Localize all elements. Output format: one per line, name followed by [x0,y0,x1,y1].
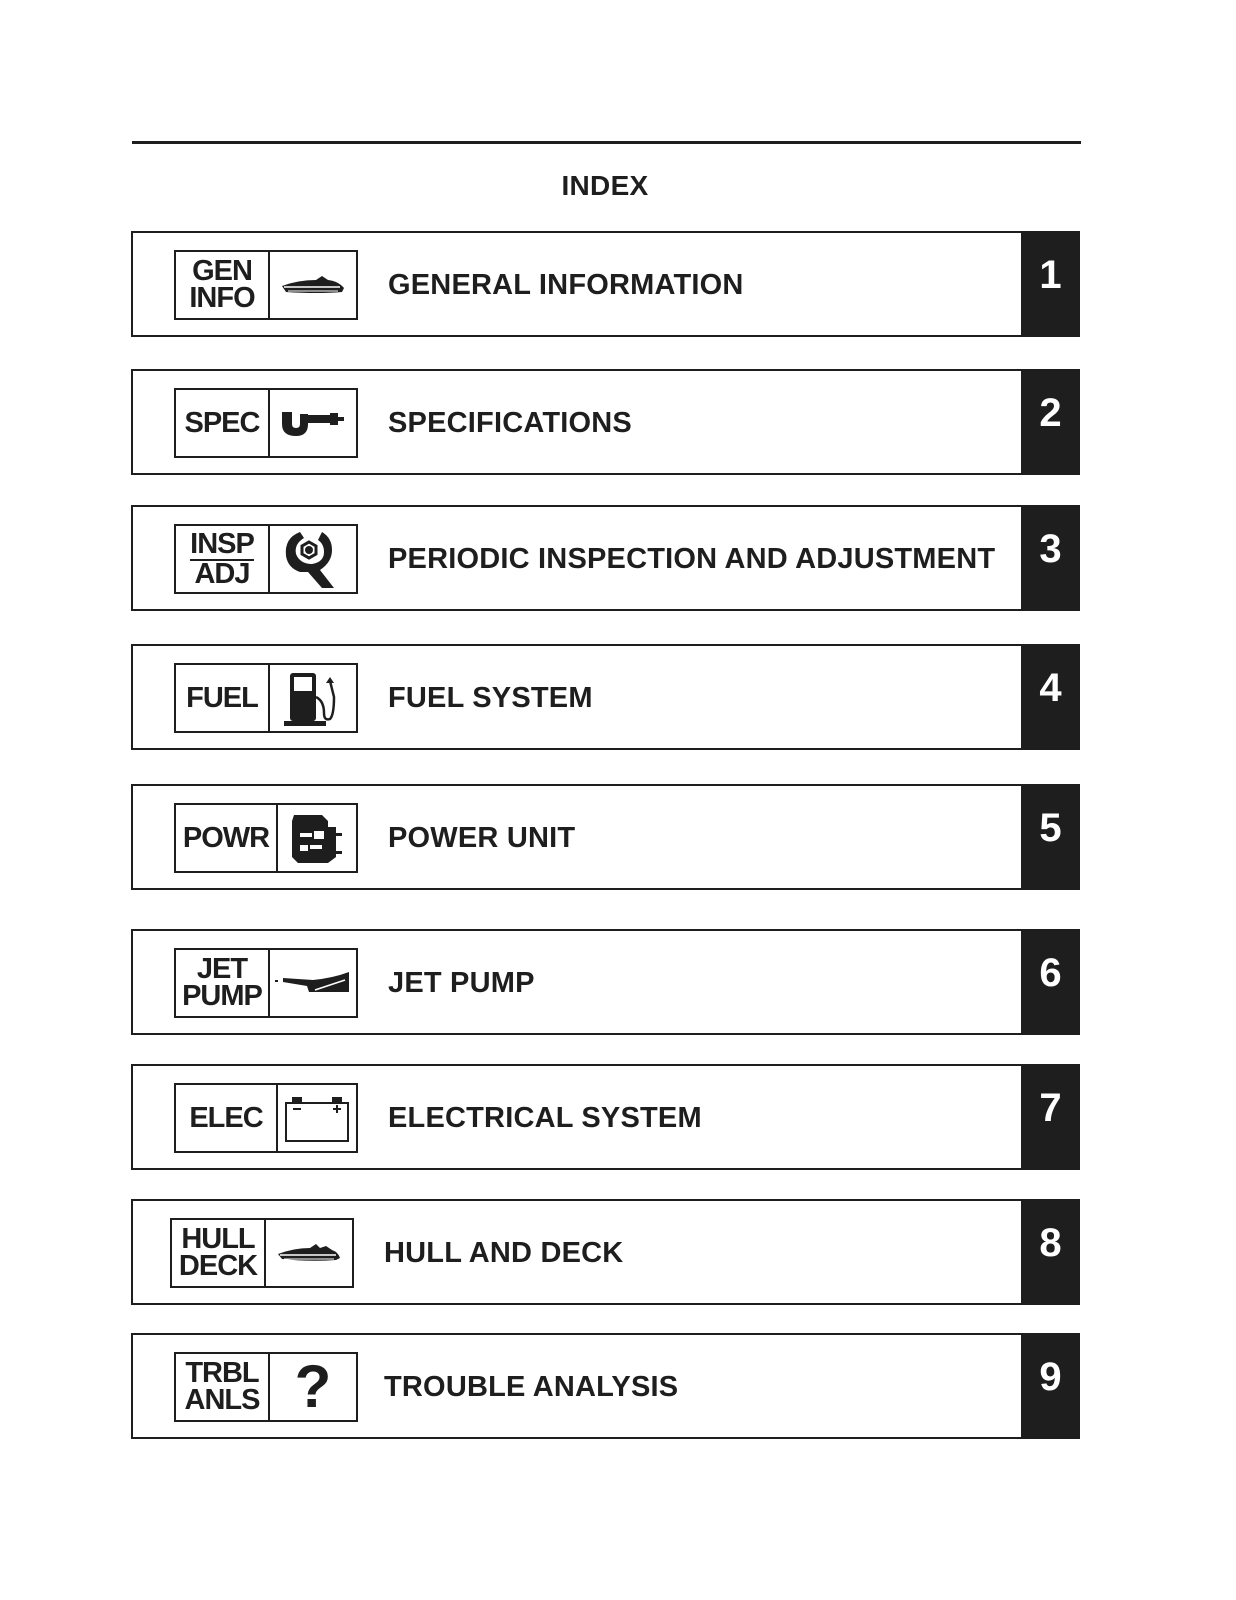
entry-label: JET PUMP [388,967,535,999]
question-mark-icon [270,1354,356,1420]
abbr-line-2: ADJ [194,557,250,590]
section-number-tab: 5 [1021,784,1080,890]
section-badge [174,388,358,458]
entry-label: GENERAL INFORMATION [388,269,744,301]
boat-hull-icon [266,1220,352,1286]
jet-pump-icon [270,950,356,1016]
abbr-line-2: PUMP [182,980,262,1012]
index-entry-fuel-system[interactable] [131,644,1080,750]
abbr-line-1: HULL [181,1223,255,1255]
abbr-line-1: ELEC [189,1101,263,1134]
section-badge [174,803,358,873]
section-number-tab: 8 [1021,1199,1080,1305]
badge-abbreviation [172,1220,266,1286]
battery-icon [278,1085,356,1151]
index-entry-general-information[interactable] [131,231,1080,337]
section-badge [174,1083,358,1153]
entry-label: SPECIFICATIONS [388,407,632,439]
section-number-tab: 2 [1021,369,1080,475]
abbr-line-2: DECK [178,1250,258,1282]
section-number-tab: 9 [1021,1333,1080,1439]
index-entry-power-unit[interactable] [131,784,1080,890]
abbr-line-1: JET [196,953,248,985]
abbr-line-1: FUEL [186,681,258,714]
badge-abbreviation [176,950,270,1016]
page-title: INDEX [561,170,649,201]
abbr-line-1: INSP [190,527,254,560]
entry-label: POWER UNIT [388,822,576,854]
index-entry-periodic-inspection[interactable] [131,505,1080,611]
index-entry-jet-pump[interactable] [131,929,1080,1035]
wrench-nut-icon [270,526,356,592]
section-number-tab: 4 [1021,644,1080,750]
entry-label: FUEL SYSTEM [388,682,593,714]
abbr-line-2: INFO [189,282,255,314]
top-rule [132,141,1081,144]
section-number-tab: 6 [1021,929,1080,1035]
index-entry-hull-and-deck[interactable] [131,1199,1080,1305]
micrometer-icon [270,390,356,456]
entry-label: HULL AND DECK [384,1237,624,1269]
abbr-line-1: GEN [192,255,252,287]
section-badge [174,524,358,594]
abbr-line-2: ANLS [184,1384,260,1416]
section-badge [174,663,358,733]
badge-abbreviation [176,665,270,731]
badge-abbreviation [176,1354,270,1420]
engine-icon [278,805,356,871]
badge-abbreviation [176,805,278,871]
badge-abbreviation [176,1085,278,1151]
index-entry-trouble-analysis[interactable] [131,1333,1080,1439]
index-entry-specifications[interactable] [131,369,1080,475]
section-badge [174,1352,358,1422]
abbr-line-1: SPEC [184,406,260,439]
section-badge [170,1218,354,1288]
entry-label: TROUBLE ANALYSIS [384,1371,679,1403]
fuel-pump-icon [270,665,356,731]
entry-label: ELECTRICAL SYSTEM [388,1102,702,1134]
abbr-line-1: POWR [182,821,270,854]
badge-abbreviation [176,252,270,318]
section-number-tab: 3 [1021,505,1080,611]
entry-label: PERIODIC INSPECTION AND ADJUSTMENT [388,543,996,575]
section-number-tab: 1 [1021,231,1080,337]
abbr-line-1: TRBL [185,1357,259,1389]
badge-abbreviation [176,390,270,456]
section-number-tab: 7 [1021,1064,1080,1170]
section-badge [174,948,358,1018]
index-entry-electrical-system[interactable] [131,1064,1080,1170]
question-glyph: ? [294,1353,332,1420]
section-badge [174,250,358,320]
personal-watercraft-icon [270,252,356,318]
badge-abbreviation [176,526,270,592]
